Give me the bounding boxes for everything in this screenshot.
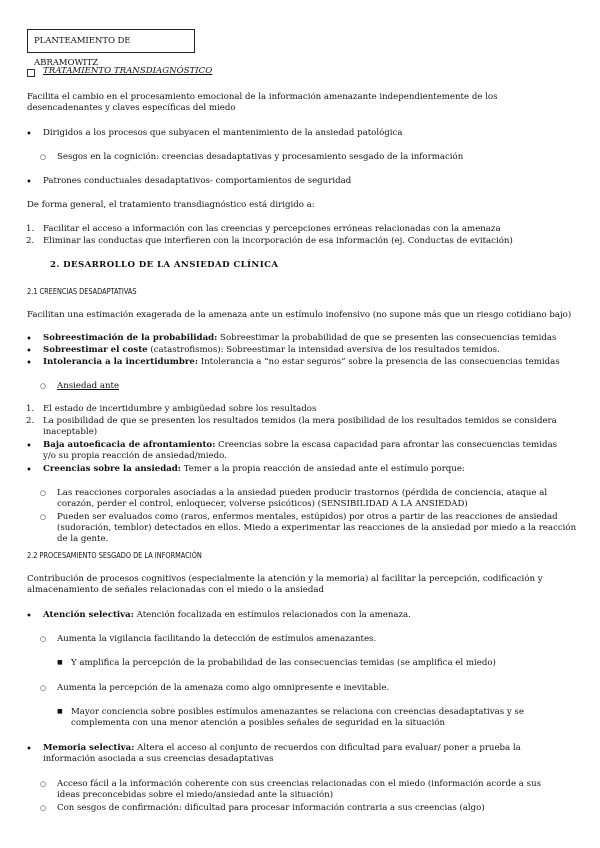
creencia-ansiedad-sub-2-text: Pueden ser evaluados como (raros, enfermos mentales, estúpidos) por otros a partir de las reacciones de ansiedad (sudoración, temblor) detectados en ellos. Miedo a experimentar las reacciones de la ansiedad por miedo a la reacción de la gente.: [57, 512, 577, 545]
section1-bullet-1-text: Dirigidos a los procesos que subyacen el mantenimiento de la ansiedad patológica: [43, 128, 403, 138]
creencia-ansiedad-sub-2: [57, 512, 577, 546]
creencia-ansiedad-sub-1-text: Las reacciones corporales asociadas a la ansiedad pueden producir trastornos (pérdida de conciencia, ataque al corazón, perder el control, enloquecer, volverse psicóticos) (SENSIBILIDAD A LA ANSIEDAD): [57, 488, 548, 510]
section2-subheading-creencias: 2.1 CREENCIAS DESADAPTATIVAS: [27, 286, 137, 296]
creencia-5-text: Temer a la propia reacción de ansiedad ante el estímulo porque:: [180, 464, 465, 474]
section1-bullet-2-text: Patrones conductuales desadaptativos- comportamientos de seguridad: [43, 176, 352, 186]
creencia-1-label: Sobreestimación de la probabilidad:: [43, 333, 218, 343]
creencia-3-label: Intolerancia a la incertidumbre:: [43, 357, 198, 367]
creencia-5-label: Creencias sobre la ansiedad:: [43, 464, 181, 474]
memoria-label: Memoria selectiva:: [43, 743, 135, 753]
ansiedad-ante-2-text: La posibilidad de que se presenten los resultados temidos (la mera posibilidad de los resultados temidos se considera inaceptable): [43, 416, 557, 438]
ansiedad-ante-heading: [57, 381, 119, 392]
creencia-1-text: Sobreestimar la probabilidad de que se presenten las consecuencias temidas: [217, 333, 557, 343]
creencia-2-text: (catastrofismos): Sobreestimar la intensidad aversiva de los resultados temidos.: [147, 345, 500, 355]
atencion-sub-2-text: Aumenta la percepción de la amenaza como algo omnipresente e inevitable.: [57, 683, 390, 693]
memoria-sub-1: [57, 779, 552, 801]
memoria-sub-2-text: Con sesgos de confirmación: dificultad para procesar información contraria a sus creencias (algo): [57, 803, 485, 813]
creencia-ansiedad-sub-1: [57, 488, 572, 510]
atencion-sub-2: [57, 683, 572, 694]
numbered-1-label: 1.: [26, 224, 35, 234]
section3-subheading-procesamiento: 2.2 PROCESAMIENTO SESGADO DE LA INFORMACIÓN: [27, 550, 202, 560]
section2-intro: Facilitan una estimación exagerada de la amenaza ante un estímulo inofensivo (no supone más que un riesgo cotidiano bajo): [27, 310, 572, 320]
atencion-sub-2a: [71, 707, 566, 729]
creencia-3-text: Intolerancia a “no estar seguros” sobre la presencia de las consecuencias temidas: [198, 357, 560, 367]
atencion-sub-1-text: Aumenta la vigilancia facilitando la detección de estímulos amenazantes.: [57, 634, 377, 644]
ansiedad-ante-1-text: El estado de incertidumbre y ambigüedad sobre los resultados: [43, 404, 317, 414]
section1-numbered-2: [26, 236, 573, 247]
numbered-2-label: 2.: [26, 236, 35, 246]
memoria-sub-2: [57, 803, 577, 814]
creencia-4-text: Creencias sobre la escasa capacidad para afrontar las consecuencias temidas y/o su propia reacción de ansiedad/miedo.: [43, 440, 557, 462]
atencion-sub-1a-text: Y amplifica la percepción de la probabilidad de las consecuencias temidas (se amplifica el miedo): [71, 658, 496, 668]
section1-subbullet-1: [57, 152, 562, 163]
memoria-selectiva: [43, 743, 573, 765]
section1-bullet-1: [43, 128, 563, 139]
creencia-sobre-ansiedad: [43, 464, 573, 475]
ansiedad-ante-1-label: 1.: [26, 404, 35, 414]
section1-numbered-1: [26, 224, 573, 235]
creencia-4-label: Baja autoeficacia de afrontamiento:: [43, 440, 216, 450]
section1-subbullet-1-text: Sesgos en la cognición: creencias desadaptativas y procesamiento sesgado de la información: [57, 152, 464, 162]
ansiedad-ante-item-1: [26, 404, 573, 415]
creencia-baja-autoeficacia: [43, 440, 558, 462]
section1-bullet-2: [43, 176, 563, 187]
atencion-text: Atención focalizada en estímulos relacionados con la amenaza.: [133, 610, 411, 620]
ansiedad-ante-item-2: [26, 416, 588, 438]
section2-heading: 2. DESARROLLO DE LA ANSIEDAD CLÍNICA: [50, 260, 279, 270]
creencia-2-label: Sobreestimar el coste: [43, 345, 148, 355]
numbered-1-text: Facilitar el acceso a información con las creencias y percepciones erróneas relacionadas con la amenaza: [43, 224, 501, 234]
page-title-box: [27, 29, 195, 68]
numbered-2-text: Eliminar las conductas que interfieren con la incorporación de esa información (ej. Conductas de evitación): [43, 236, 513, 246]
creencia-intolerancia-incertidumbre: [43, 357, 573, 368]
memoria-text: Altera el acceso al conjunto de recuerdos con dificultad para evaluar/ poner a prueba la información asociada a sus creencias desadaptativas: [43, 743, 521, 765]
creencia-sobreestimacion-probabilidad: [43, 333, 573, 344]
atencion-label: Atención selectiva:: [43, 610, 134, 620]
creencia-sobreestimar-coste: [43, 345, 573, 356]
atencion-sub-2a-text: Mayor conciencia sobre posibles estímulos amenazantes se relaciona con creencias desadaptativas y se complementa con una menor atención a posibles señales de seguridad en la situación: [71, 707, 524, 729]
memoria-sub-1-text: Acceso fácil a la información coherente con sus creencias relacionadas con el miedo (información acorde a sus ideas preconcebidas sobre el miedo/ansiedad ante la situación): [57, 779, 542, 801]
section1-general: De forma general, el tratamiento transdiagnóstico está dirigido a:: [27, 200, 315, 210]
checkbox-icon: [27, 69, 35, 77]
ansiedad-ante-text: Ansiedad ante: [57, 381, 120, 391]
page-title: PLANTEAMIENTO DE ABRAMOWITZ: [34, 36, 131, 68]
atencion-sub-1a: [71, 658, 571, 669]
section-heading-transdiagnostico: TRATAMIENTO TRANSDIAGNÓSTICO: [43, 66, 213, 76]
ansiedad-ante-2-label: 2.: [26, 416, 35, 426]
atencion-selectiva: [43, 610, 573, 621]
section3-intro: Contribución de procesos cognitivos (especialmente la atención y la memoria) al facilitar la percepción, codificación y almacenamiento de señales relacionadas con el miedo o la ansiedad: [27, 574, 543, 596]
atencion-sub-1: [57, 634, 572, 645]
section1-intro: Facilita el cambio en el procesamiento emocional de la información amenazante independientemente de los desencadenantes y claves específicas del miedo: [27, 92, 498, 114]
